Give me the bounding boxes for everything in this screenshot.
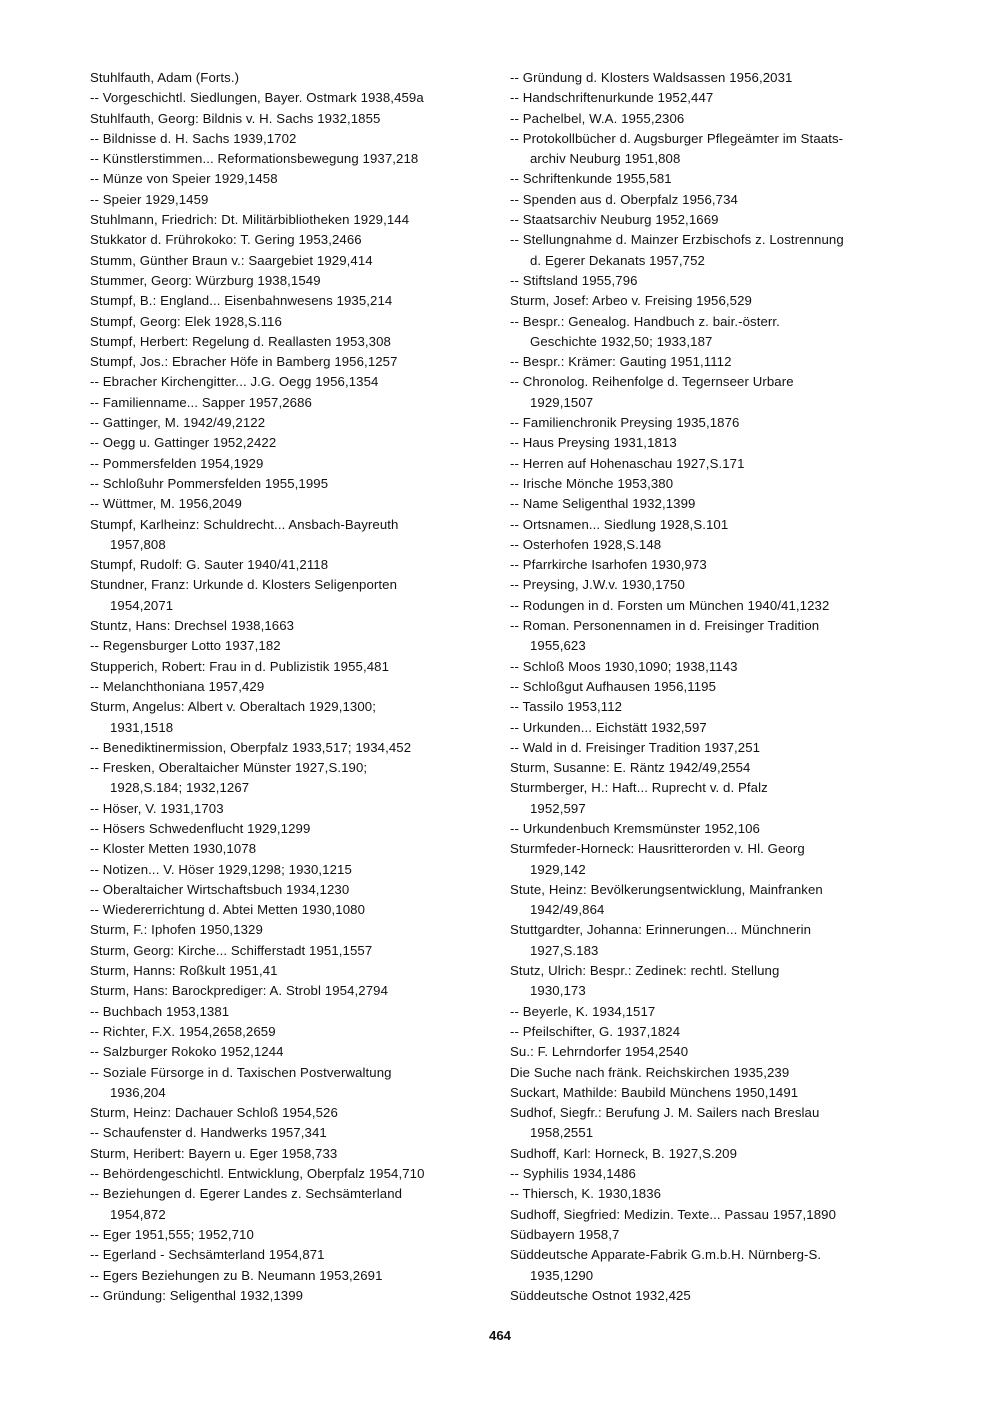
index-entry: -- Rodungen in d. Forsten um München 1940/41,1232 bbox=[510, 597, 830, 613]
index-entry: Stumpf, Karlheinz: Schuldrecht... Ansbach-Bayreuth bbox=[90, 516, 399, 532]
index-entry: -- Pommersfelden 1954,1929 bbox=[90, 455, 264, 471]
index-entry: Stundner, Franz: Urkunde d. Klosters Seligenporten bbox=[90, 577, 398, 593]
index-entry: Sudhof, Siegfr.: Berufung J. M. Sailers nach Breslau bbox=[510, 1105, 820, 1121]
index-entry: -- Benediktinermission, Oberpfalz 1933,517; 1934,452 bbox=[90, 739, 412, 755]
index-entry: -- Schloß Moos 1930,1090; 1938,1143 bbox=[510, 658, 738, 674]
index-entry: -- Pfeilschifter, G. 1937,1824 bbox=[510, 1023, 681, 1039]
index-entry: -- Handschriftenurkunde 1952,447 bbox=[510, 90, 714, 106]
index-entry: Stumpf, Jos.: Ebracher Höfe in Bamberg 1956,1257 bbox=[90, 354, 398, 370]
index-entry-continuation: 1952,597 bbox=[530, 800, 586, 816]
index-entry-continuation: 1929,142 bbox=[530, 861, 586, 877]
index-entry: Sturm, Georg: Kirche... Schifferstadt 1951,1557 bbox=[90, 942, 373, 958]
index-entry: -- Spenden aus d. Oberpfalz 1956,734 bbox=[510, 191, 738, 207]
index-entry: -- Familienname... Sapper 1957,2686 bbox=[90, 394, 312, 410]
index-entry: -- Ebracher Kirchengitter... J.G. Oegg 1956,1354 bbox=[90, 374, 379, 390]
index-entry: -- Osterhofen 1928,S.148 bbox=[510, 536, 662, 552]
index-entry: Stuhlfauth, Georg: Bildnis v. H. Sachs 1932,1855 bbox=[90, 110, 381, 126]
index-entry: -- Beyerle, K. 1934,1517 bbox=[510, 1003, 656, 1019]
index-entry: -- Schloßuhr Pommersfelden 1955,1995 bbox=[90, 475, 329, 491]
index-entry: -- Syphilis 1934,1486 bbox=[510, 1166, 636, 1182]
index-entry: Stuntz, Hans: Drechsel 1938,1663 bbox=[90, 618, 295, 634]
index-entry: Südbayern 1958,7 bbox=[510, 1226, 620, 1242]
index-column-left bbox=[90, 68, 500, 1306]
index-entry: Stumm, Günther Braun v.: Saargebiet 1929,414 bbox=[90, 252, 373, 268]
index-entry: -- Kloster Metten 1930,1078 bbox=[90, 841, 257, 857]
index-entry: -- Stiftsland 1955,796 bbox=[510, 272, 638, 288]
index-entry: -- Pachelbel, W.A. 1955,2306 bbox=[510, 110, 685, 126]
index-entry: -- Tassilo 1953,112 bbox=[510, 699, 623, 715]
index-entry: -- Gattinger, M. 1942/49,2122 bbox=[90, 415, 266, 431]
index-entry: -- Pfarrkirche Isarhofen 1930,973 bbox=[510, 557, 707, 573]
index-entry: Stute, Heinz: Bevölkerungsentwicklung, Mainfranken bbox=[510, 881, 823, 897]
index-entry: -- Schaufenster d. Handwerks 1957,341 bbox=[90, 1125, 327, 1141]
index-entry: -- Münze von Speier 1929,1458 bbox=[90, 171, 278, 187]
index-entry: Sturm, Angelus: Albert v. Oberaltach 1929,1300; bbox=[90, 699, 376, 715]
index-entry: -- Wüttmer, M. 1956,2049 bbox=[90, 496, 242, 512]
index-entry: Stumpf, Rudolf: G. Sauter 1940/41,2118 bbox=[90, 557, 329, 573]
index-entry: Stummer, Georg: Würzburg 1938,1549 bbox=[90, 272, 321, 288]
index-entry: Stuhlmann, Friedrich: Dt. Militärbibliotheken 1929,144 bbox=[90, 212, 410, 228]
index-entry: Sudhoff, Karl: Horneck, B. 1927,S.209 bbox=[510, 1145, 738, 1161]
index-entry: -- Roman. Personennamen in d. Freisinger Tradition bbox=[510, 618, 820, 634]
index-entry: -- Stellungnahme d. Mainzer Erzbischofs z. Lostrennung bbox=[510, 232, 844, 248]
index-entry-continuation: 1942/49,864 bbox=[530, 902, 605, 918]
index-entry: Sturm, Heinz: Dachauer Schloß 1954,526 bbox=[90, 1105, 338, 1121]
index-entry: Sudhoff, Siegfried: Medizin. Texte... Passau 1957,1890 bbox=[510, 1206, 837, 1222]
index-entry: Stuhlfauth, Adam (Forts.) bbox=[90, 70, 240, 85]
index-entry: -- Oegg u. Gattinger 1952,2422 bbox=[90, 435, 277, 451]
index-entry: -- Irische Mönche 1953,380 bbox=[510, 475, 674, 491]
index-entry-continuation: 1935,1290 bbox=[530, 1267, 594, 1283]
index-entry: Su.: F. Lehrndorfer 1954,2540 bbox=[510, 1044, 689, 1060]
index-entry: Sturm, Heribert: Bayern u. Eger 1958,733 bbox=[90, 1145, 338, 1161]
index-entry: -- Bespr.: Genealog. Handbuch z. bair.-österr. bbox=[510, 313, 780, 329]
index-entry: -- Gründung: Seligenthal 1932,1399 bbox=[90, 1287, 304, 1303]
index-entry-continuation: 1954,872 bbox=[110, 1206, 166, 1222]
index-entry: -- Fresken, Oberaltaicher Münster 1927,S.190; bbox=[90, 760, 368, 776]
index-entry: -- Oberaltaicher Wirtschaftsbuch 1934,1230 bbox=[90, 881, 350, 897]
index-entry: -- Soziale Fürsorge in d. Taxischen Postverwaltung bbox=[90, 1064, 392, 1080]
index-entry: -- Preysing, J.W.v. 1930,1750 bbox=[510, 577, 685, 593]
index-entry: Stumpf, Herbert: Regelung d. Reallasten 1953,308 bbox=[90, 333, 391, 349]
index-entry: -- Regensburger Lotto 1937,182 bbox=[90, 638, 281, 654]
index-entry: -- Urkunden... Eichstätt 1932,597 bbox=[510, 719, 707, 735]
index-entry: Stuttgardter, Johanna: Erinnerungen... Münchnerin bbox=[510, 922, 812, 938]
index-entry: -- Herren auf Hohenaschau 1927,S.171 bbox=[510, 455, 745, 471]
index-entry: Suckart, Mathilde: Baubild Münchens 1950,1491 bbox=[510, 1084, 799, 1100]
index-entry: -- Protokollbücher d. Augsburger Pflegeämter im Staats- bbox=[510, 130, 844, 146]
index-entry-continuation: 1929,1507 bbox=[530, 394, 594, 410]
index-entry: Sturm, F.: Iphofen 1950,1329 bbox=[90, 922, 263, 938]
index-entry: Stutz, Ulrich: Bespr.: Zedinek: rechtl. Stellung bbox=[510, 963, 780, 979]
index-entry-continuation: 1954,2071 bbox=[110, 597, 174, 613]
index-entry: -- Gründung d. Klosters Waldsassen 1956,2031 bbox=[510, 70, 793, 85]
index-entry-continuation: 1930,173 bbox=[530, 983, 586, 999]
index-entry: -- Künstlerstimmen... Reformationsbewegung 1937,218 bbox=[90, 151, 419, 167]
index-entry: -- Beziehungen d. Egerer Landes z. Sechsämterland bbox=[90, 1186, 403, 1202]
index-entry: -- Höser, V. 1931,1703 bbox=[90, 800, 224, 816]
index-entry: -- Speier 1929,1459 bbox=[90, 191, 209, 207]
index-entry: -- Hösers Schwedenflucht 1929,1299 bbox=[90, 820, 311, 836]
index-entry: Süddeutsche Apparate-Fabrik G.m.b.H. Nürnberg-S. bbox=[510, 1247, 822, 1263]
index-entry: -- Egerland - Sechsämterland 1954,871 bbox=[90, 1247, 325, 1263]
index-entry: -- Haus Preysing 1931,1813 bbox=[510, 435, 677, 451]
index-entry: -- Thiersch, K. 1930,1836 bbox=[510, 1186, 662, 1202]
index-entry: Stumpf, Georg: Elek 1928,S.116 bbox=[90, 313, 282, 329]
index-entry-continuation: archiv Neuburg 1951,808 bbox=[530, 151, 681, 167]
index-entry: -- Ortsnamen... Siedlung 1928,S.101 bbox=[510, 516, 729, 532]
index-entry: -- Staatsarchiv Neuburg 1952,1669 bbox=[510, 212, 719, 228]
index-entry-continuation: Geschichte 1932,50; 1933,187 bbox=[530, 333, 713, 349]
index-entry: Stukkator d. Frührokoko: T. Gering 1953,2466 bbox=[90, 232, 362, 248]
index-entry-continuation: 1958,2551 bbox=[530, 1125, 594, 1141]
index-entry: -- Buchbach 1953,1381 bbox=[90, 1003, 230, 1019]
index-entry: -- Bildnisse d. H. Sachs 1939,1702 bbox=[90, 130, 297, 146]
index-entry: -- Urkundenbuch Kremsmünster 1952,106 bbox=[510, 820, 760, 836]
index-entry: -- Wald in d. Freisinger Tradition 1937,251 bbox=[510, 739, 761, 755]
index-entry: -- Melanchthoniana 1957,429 bbox=[90, 678, 265, 694]
index-entry: -- Richter, F.X. 1954,2658,2659 bbox=[90, 1023, 276, 1039]
index-entry: Die Suche nach fränk. Reichskirchen 1935,239 bbox=[510, 1064, 790, 1080]
index-entry: -- Schloßgut Aufhausen 1956,1195 bbox=[510, 678, 717, 694]
index-entry-continuation: 1927,S.183 bbox=[530, 942, 599, 958]
index-entry: Stumpf, B.: England... Eisenbahnwesens 1935,214 bbox=[90, 293, 393, 309]
index-entry: -- Vorgeschichtl. Siedlungen, Bayer. Ostmark 1938,459a bbox=[90, 90, 424, 106]
index-entry: -- Salzburger Rokoko 1952,1244 bbox=[90, 1044, 284, 1060]
index-entry: -- Name Seligenthal 1932,1399 bbox=[510, 496, 696, 512]
index-column-right bbox=[510, 68, 930, 1306]
index-entry: Süddeutsche Ostnot 1932,425 bbox=[510, 1287, 691, 1303]
index-entry-continuation: 1955,623 bbox=[530, 638, 586, 654]
index-entry: -- Familienchronik Preysing 1935,1876 bbox=[510, 415, 740, 431]
index-entry: Sturm, Josef: Arbeo v. Freising 1956,529 bbox=[510, 293, 752, 309]
index-entry: Sturm, Hanns: Roßkult 1951,41 bbox=[90, 963, 278, 979]
index-entry-continuation: 1928,S.184; 1932,1267 bbox=[110, 780, 250, 796]
index-entry: -- Wiedererrichtung d. Abtei Metten 1930,1080 bbox=[90, 902, 365, 918]
index-entry-continuation: 1931,1518 bbox=[110, 719, 174, 735]
index-entry-continuation: 1936,204 bbox=[110, 1084, 166, 1100]
index-entry-continuation: d. Egerer Dekanats 1957,752 bbox=[530, 252, 705, 268]
index-entry: -- Egers Beziehungen zu B. Neumann 1953,2691 bbox=[90, 1267, 383, 1283]
index-entry: Sturm, Susanne: E. Räntz 1942/49,2554 bbox=[510, 760, 751, 776]
index-entry: Sturmfeder-Horneck: Hausritterorden v. Hl. Georg bbox=[510, 841, 805, 857]
index-entry: -- Bespr.: Krämer: Gauting 1951,1112 bbox=[510, 354, 732, 370]
index-entry: -- Eger 1951,555; 1952,710 bbox=[90, 1226, 254, 1242]
index-entry: Stupperich, Robert: Frau in d. Publizistik 1955,481 bbox=[90, 658, 390, 674]
index-entry: -- Chronolog. Reihenfolge d. Tegernseer Urbare bbox=[510, 374, 794, 390]
page-number: 464 bbox=[488, 1328, 511, 1343]
index-entry-continuation: 1957,808 bbox=[110, 536, 166, 552]
index-entry: -- Schriftenkunde 1955,581 bbox=[510, 171, 672, 187]
index-entry: -- Behördengeschichtl. Entwicklung, Oberpfalz 1954,710 bbox=[90, 1166, 425, 1182]
index-entry: -- Notizen... V. Höser 1929,1298; 1930,1215 bbox=[90, 861, 352, 877]
index-entry: Sturmberger, H.: Haft... Ruprecht v. d. Pfalz bbox=[510, 780, 768, 796]
index-entry: Sturm, Hans: Barockprediger: A. Strobl 1954,2794 bbox=[90, 983, 389, 999]
